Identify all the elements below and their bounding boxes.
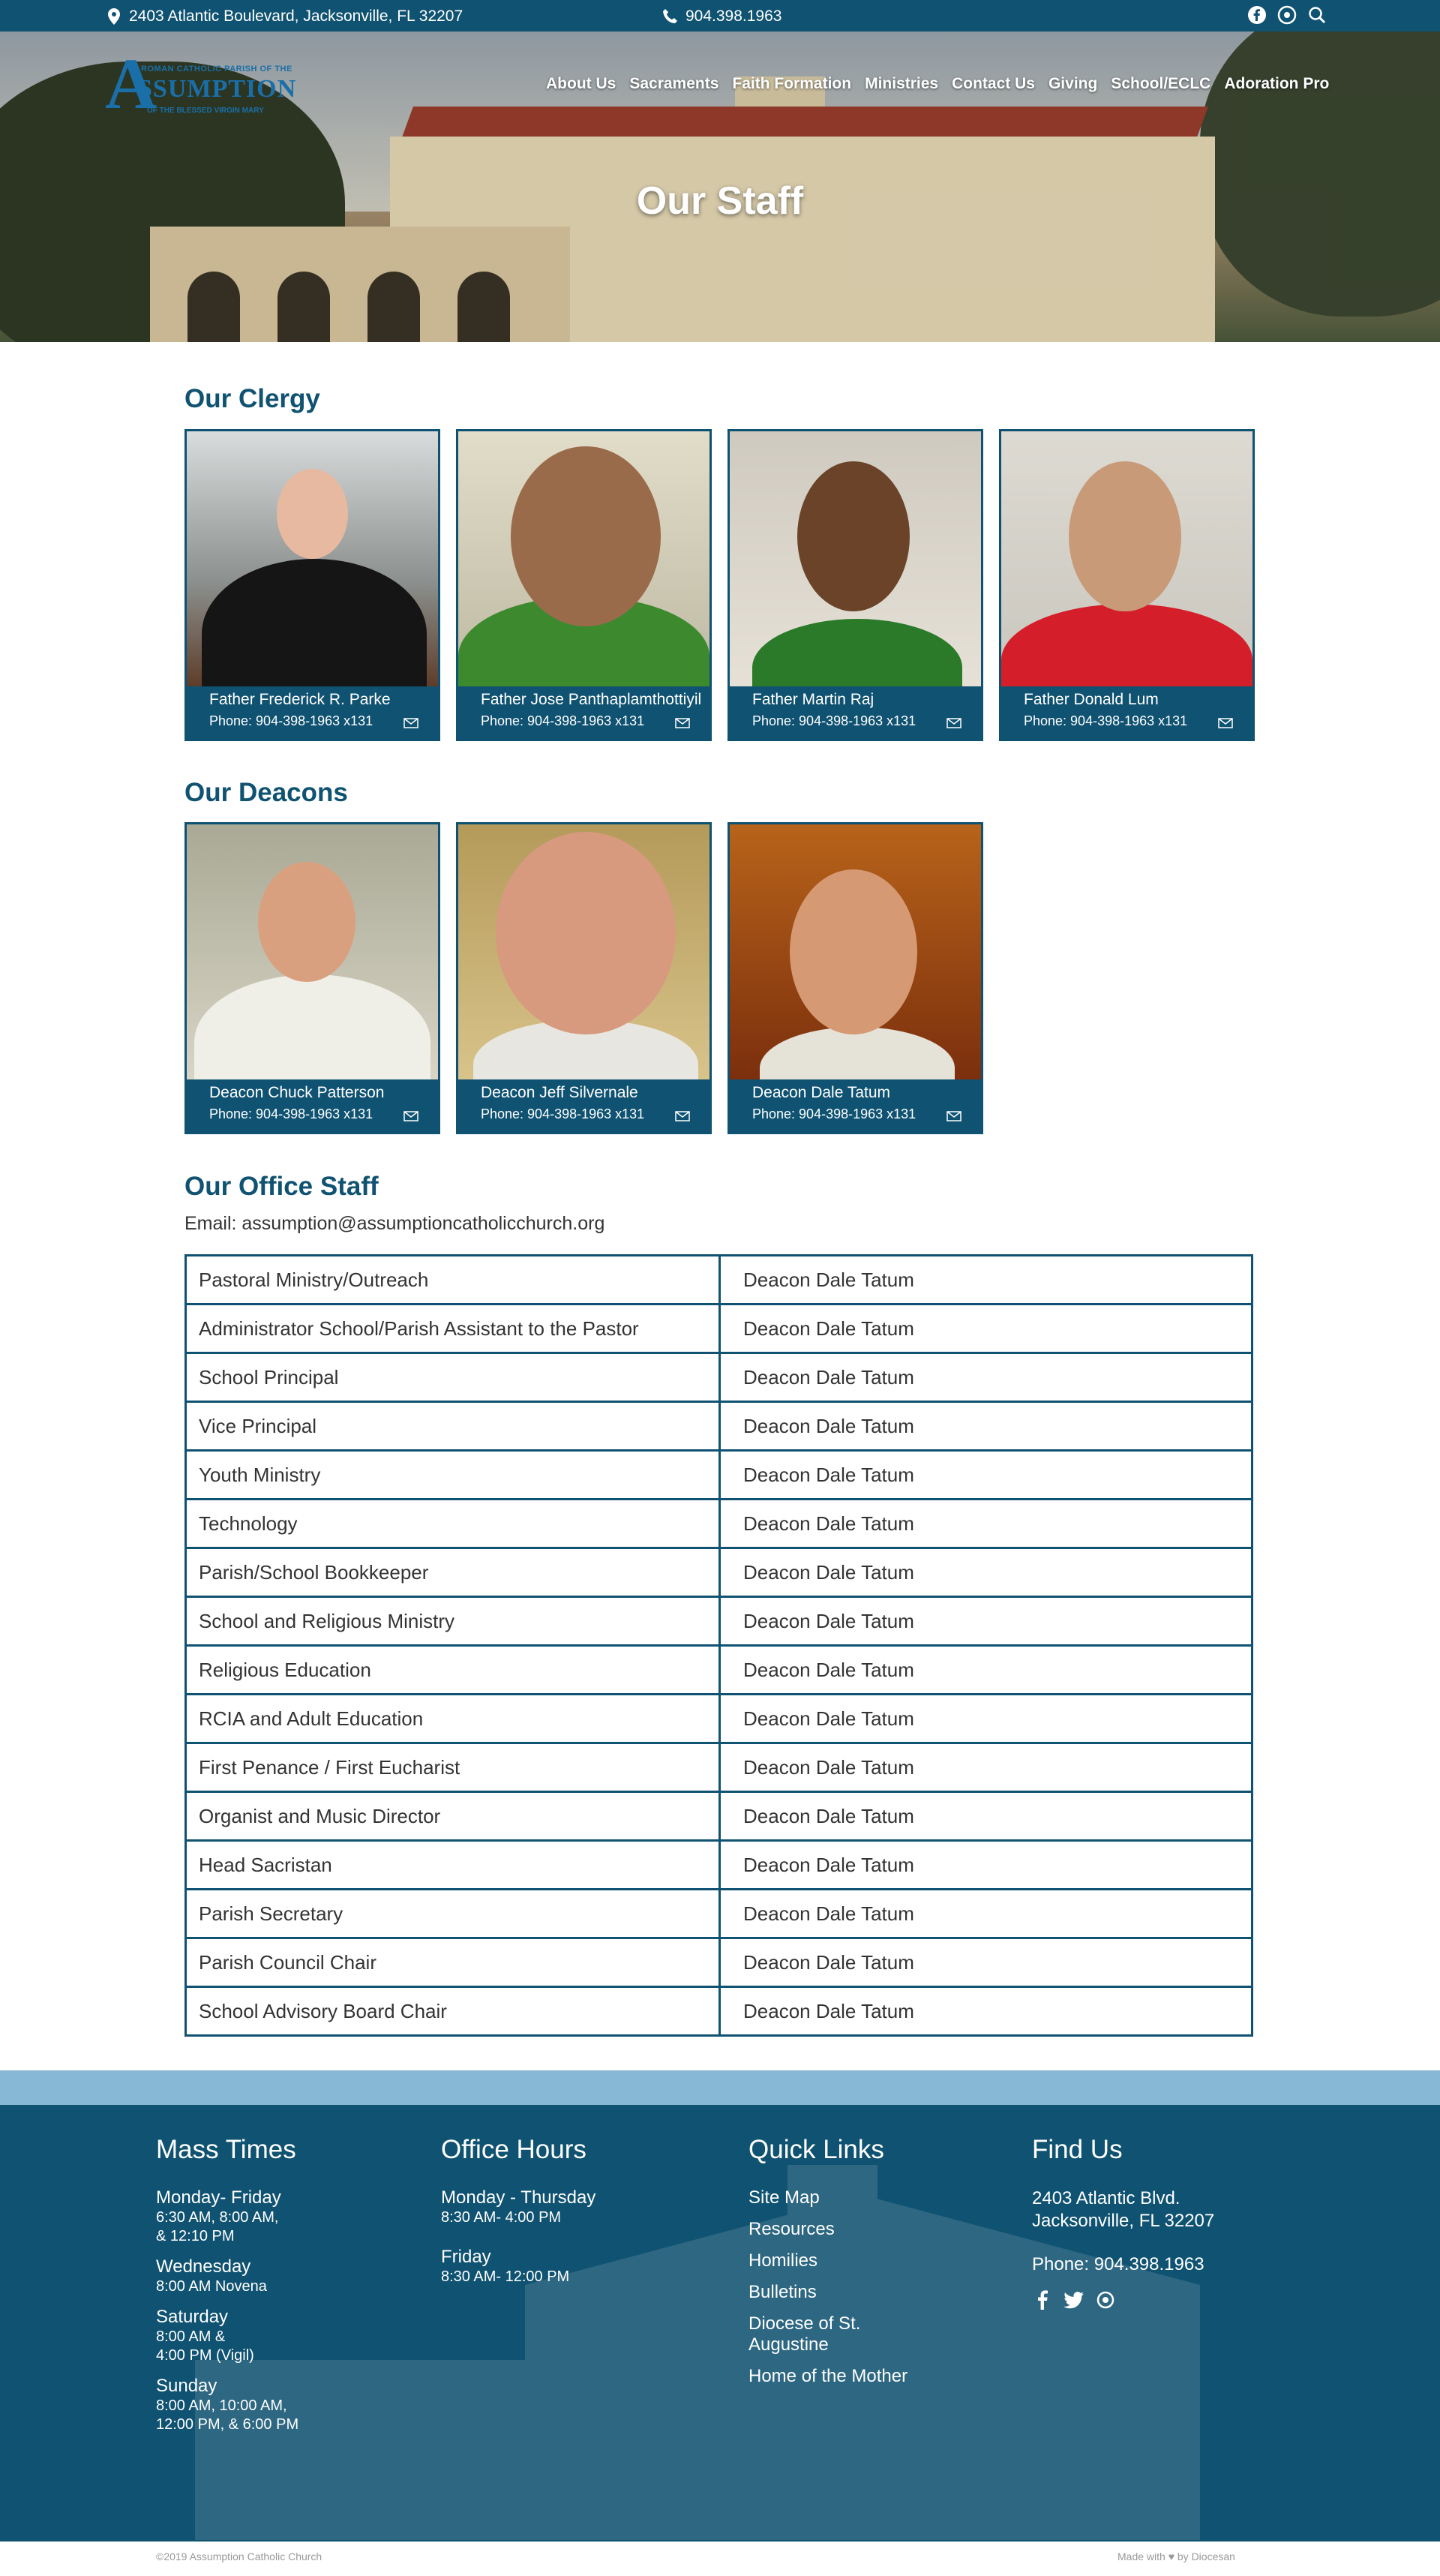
staff-role: Parish Secretary: [186, 1890, 720, 1938]
nav-ministries[interactable]: Ministries: [865, 75, 939, 92]
office-day: Friday: [441, 2247, 491, 2267]
clergy-info: [1001, 686, 1252, 739]
clergy-info: [458, 686, 710, 739]
nav-adoration-pro[interactable]: Adoration Pro: [1224, 75, 1330, 92]
made-with-link[interactable]: Made with ♥ by Diocesan: [1118, 2550, 1235, 2562]
top-phone[interactable]: [660, 6, 782, 27]
site-logo[interactable]: [105, 44, 300, 131]
clergy-phone: Phone: 904-398-1963 x131: [752, 713, 916, 728]
top-phone-text: 904.398.1963: [686, 8, 782, 25]
staff-role: RCIA and Adult Education: [186, 1695, 720, 1743]
nav-contact-us[interactable]: Contact Us: [952, 75, 1035, 92]
deacon-card[interactable]: [728, 822, 983, 1134]
office-day: Monday - Thursday: [441, 2187, 596, 2208]
deacon-card[interactable]: [456, 822, 712, 1134]
table-row: [186, 1792, 1252, 1841]
clergy-card[interactable]: [728, 429, 983, 741]
map-pin-icon: [104, 6, 124, 27]
staff-role: Parish Council Chair: [186, 1938, 720, 1987]
staff-role: Vice Principal: [186, 1402, 720, 1451]
staff-role: Administrator School/Parish Assistant to the Pastor: [186, 1305, 720, 1353]
table-row: [186, 1695, 1252, 1743]
staff-person: Deacon Dale Tatum: [720, 1451, 1252, 1500]
staff-role: Head Sacristan: [186, 1841, 720, 1890]
logo-initial: A: [105, 44, 158, 124]
office-email[interactable]: Email: assumption@assumptioncatholicchurch.org: [184, 1213, 605, 1234]
clergy-card[interactable]: [999, 429, 1255, 741]
staff-role: Pastoral Ministry/Outreach: [186, 1256, 720, 1305]
staff-person: Deacon Dale Tatum: [720, 1695, 1252, 1743]
mass-time: 12:00 PM, & 6:00 PM: [156, 2416, 299, 2433]
clergy-name: Father Donald Lum: [1024, 691, 1159, 708]
clergy-card[interactable]: [184, 429, 440, 741]
copyright-bar: [0, 2541, 1440, 2576]
mass-time: & 12:10 PM: [156, 2228, 235, 2244]
staff-person: Deacon Dale Tatum: [720, 1305, 1252, 1353]
table-row: [186, 1402, 1252, 1451]
staff-table: [184, 1254, 1253, 2037]
photo-face: [797, 461, 910, 611]
staff-person: Deacon Dale Tatum: [720, 1841, 1252, 1890]
footer-mass-times: [156, 2135, 298, 2434]
deacon-info: [458, 1079, 710, 1132]
office-time: 8:30 AM- 12:00 PM: [441, 2268, 570, 2285]
flocknote-icon[interactable]: [1095, 2289, 1116, 2310]
main-nav: [546, 75, 1329, 93]
clergy-info: [187, 686, 438, 739]
table-row: [186, 1500, 1252, 1548]
mass-time: 4:00 PM (Vigil): [156, 2347, 254, 2364]
clergy-phone: Phone: 904-398-1963 x131: [481, 713, 645, 728]
staff-person: Deacon Dale Tatum: [720, 1402, 1252, 1451]
logo-bottom-text: OF THE BLESSED VIRGIN MARY: [147, 107, 264, 115]
mass-day: Sunday: [156, 2376, 218, 2396]
mail-icon[interactable]: [675, 718, 690, 728]
flocknote-icon[interactable]: [1276, 5, 1298, 26]
deacon-photo: [187, 824, 438, 1079]
footer-link-diocese[interactable]: Diocese of St. Augustine: [748, 2313, 861, 2355]
staff-role: School Advisory Board Chair: [186, 1987, 720, 2036]
mass-time: 6:30 AM, 8:00 AM,: [156, 2209, 279, 2226]
facebook-icon[interactable]: [1032, 2289, 1053, 2310]
staff-person: Deacon Dale Tatum: [720, 1597, 1252, 1646]
mass-time: 8:00 AM Novena: [156, 2278, 267, 2295]
clergy-card[interactable]: [456, 429, 712, 741]
staff-role: Parish/School Bookkeeper: [186, 1548, 720, 1597]
copyright-text: ©2019 Assumption Catholic Church: [156, 2550, 322, 2562]
deacon-phone: Phone: 904-398-1963 x131: [752, 1106, 916, 1121]
mail-icon[interactable]: [946, 1111, 962, 1121]
staff-role: School and Religious Ministry: [186, 1597, 720, 1646]
deacon-card[interactable]: [184, 822, 440, 1134]
mass-times-heading: Mass Times: [156, 2135, 296, 2164]
staff-person: Deacon Dale Tatum: [720, 1646, 1252, 1695]
footer-link-site-map[interactable]: Site Map: [748, 2187, 820, 2208]
staff-person: Deacon Dale Tatum: [720, 1743, 1252, 1792]
find-us-heading: Find Us: [1032, 2135, 1123, 2164]
table-row: [186, 1256, 1252, 1305]
footer-accent-band: [0, 2070, 1440, 2105]
staff-person: Deacon Dale Tatum: [720, 1500, 1252, 1548]
photo-face: [258, 862, 356, 982]
staff-person: Deacon Dale Tatum: [720, 1548, 1252, 1597]
staff-role: Technology: [186, 1500, 720, 1548]
clergy-photo: [458, 431, 710, 686]
photo-face: [790, 869, 917, 1034]
mass-time: 8:00 AM &: [156, 2328, 226, 2345]
staff-person: Deacon Dale Tatum: [720, 1256, 1252, 1305]
footer-link-homilies[interactable]: Homilies: [748, 2250, 818, 2271]
footer-quick-links: [748, 2135, 966, 2397]
top-address-text: 2403 Atlantic Boulevard, Jacksonville, FL 32207: [129, 8, 464, 25]
phone-icon: [660, 6, 681, 27]
nav-school-eclc[interactable]: School/ECLC: [1111, 75, 1211, 92]
mail-icon[interactable]: [404, 718, 418, 728]
deacon-info: [187, 1079, 438, 1132]
clergy-photo: [730, 431, 981, 686]
hero-banner: [0, 32, 1440, 342]
mail-icon[interactable]: [1218, 718, 1233, 728]
footer-link-home-of-mother[interactable]: Home of the Mother: [748, 2366, 908, 2386]
page-title: Our Staff: [636, 179, 804, 223]
office-staff-heading: Our Office Staff: [184, 1172, 379, 1201]
table-row: [186, 1987, 1252, 2036]
staff-person: Deacon Dale Tatum: [720, 1938, 1252, 1987]
deacon-name: Deacon Chuck Patterson: [209, 1084, 385, 1101]
clergy-name: Father Jose Panthaplamthottiyil: [481, 691, 702, 708]
staff-role: Organist and Music Director: [186, 1792, 720, 1841]
deacon-photo: [730, 824, 981, 1079]
nav-sacraments[interactable]: Sacraments: [629, 75, 719, 92]
staff-role: Youth Ministry: [186, 1451, 720, 1500]
photo-face: [1069, 461, 1181, 611]
deacon-phone: Phone: 904-398-1963 x131: [209, 1106, 374, 1121]
deacons-heading: Our Deacons: [184, 778, 348, 807]
staff-person: Deacon Dale Tatum: [720, 1792, 1252, 1841]
photo-face: [511, 446, 661, 626]
clergy-heading: Our Clergy: [184, 384, 320, 413]
clergy-phone: Phone: 904-398-1963 x131: [1024, 713, 1188, 728]
staff-role: Religious Education: [186, 1646, 720, 1695]
staff-person: Deacon Dale Tatum: [720, 1890, 1252, 1938]
logo-top-text: ROMAN CATHOLIC PARISH OF THE: [141, 65, 292, 74]
logo-name: SSUMPTION: [138, 75, 297, 103]
mail-icon[interactable]: [946, 718, 962, 728]
office-hours-heading: Office Hours: [441, 2135, 586, 2164]
clergy-photo: [187, 431, 438, 686]
table-row: [186, 1305, 1252, 1353]
quick-links-heading: Quick Links: [748, 2135, 884, 2164]
clergy-photo: [1001, 431, 1252, 686]
nav-giving[interactable]: Giving: [1048, 75, 1098, 92]
footer-address-1: 2403 Atlantic Blvd.: [1032, 2188, 1180, 2208]
table-row: [186, 1548, 1252, 1597]
clergy-name: Father Frederick R. Parke: [209, 691, 391, 708]
footer: [0, 2105, 1440, 2541]
photo-face: [496, 832, 676, 1034]
table-row: [186, 1890, 1252, 1938]
mail-icon[interactable]: [404, 1111, 418, 1121]
footer-link-bulletins[interactable]: Bulletins: [748, 2282, 817, 2302]
staff-person: Deacon Dale Tatum: [720, 1987, 1252, 2036]
top-address[interactable]: [104, 6, 463, 27]
clergy-info: [730, 686, 981, 739]
deacon-photo: [458, 824, 710, 1079]
footer-office-hours: [441, 2135, 596, 2286]
search-icon[interactable]: [1306, 5, 1328, 26]
mass-day: Saturday: [156, 2307, 229, 2327]
deacon-phone: Phone: 904-398-1963 x131: [481, 1106, 645, 1121]
clergy-phone: Phone: 904-398-1963 x131: [209, 713, 374, 728]
clergy-name: Father Martin Raj: [752, 691, 874, 708]
deacon-info: [730, 1079, 981, 1132]
footer-link-resources[interactable]: Resources: [748, 2219, 835, 2239]
nav-about-us[interactable]: About Us: [546, 75, 616, 92]
table-row: [186, 1841, 1252, 1890]
footer-phone[interactable]: Phone: 904.398.1963: [1032, 2254, 1204, 2274]
staff-role: First Penance / First Eucharist: [186, 1743, 720, 1792]
mass-time: 8:00 AM, 10:00 AM,: [156, 2397, 287, 2414]
deacon-name: Deacon Dale Tatum: [752, 1084, 891, 1101]
facebook-icon[interactable]: [1246, 5, 1268, 26]
photo-face: [277, 469, 348, 559]
top-bar: [0, 0, 1440, 32]
table-row: [186, 1743, 1252, 1792]
table-row: [186, 1646, 1252, 1695]
footer-address-2: Jacksonville, FL 32207: [1032, 2211, 1215, 2231]
table-row: [186, 1938, 1252, 1987]
deacon-name: Deacon Jeff Silvernale: [481, 1084, 638, 1101]
table-row: [186, 1353, 1252, 1402]
footer-find-us: [1032, 2135, 1214, 2310]
table-row: [186, 1597, 1252, 1646]
staff-person: Deacon Dale Tatum: [720, 1353, 1252, 1402]
twitter-icon[interactable]: [1064, 2289, 1084, 2310]
staff-role: School Principal: [186, 1353, 720, 1402]
office-time: 8:30 AM- 4:00 PM: [441, 2209, 562, 2226]
mail-icon[interactable]: [675, 1111, 690, 1121]
table-row: [186, 1451, 1252, 1500]
top-social: [1246, 5, 1328, 26]
mass-day: Monday- Friday: [156, 2187, 281, 2208]
nav-faith-formation[interactable]: Faith Formation: [732, 75, 852, 92]
mass-day: Wednesday: [156, 2256, 251, 2277]
footer-social: [1032, 2289, 1214, 2310]
